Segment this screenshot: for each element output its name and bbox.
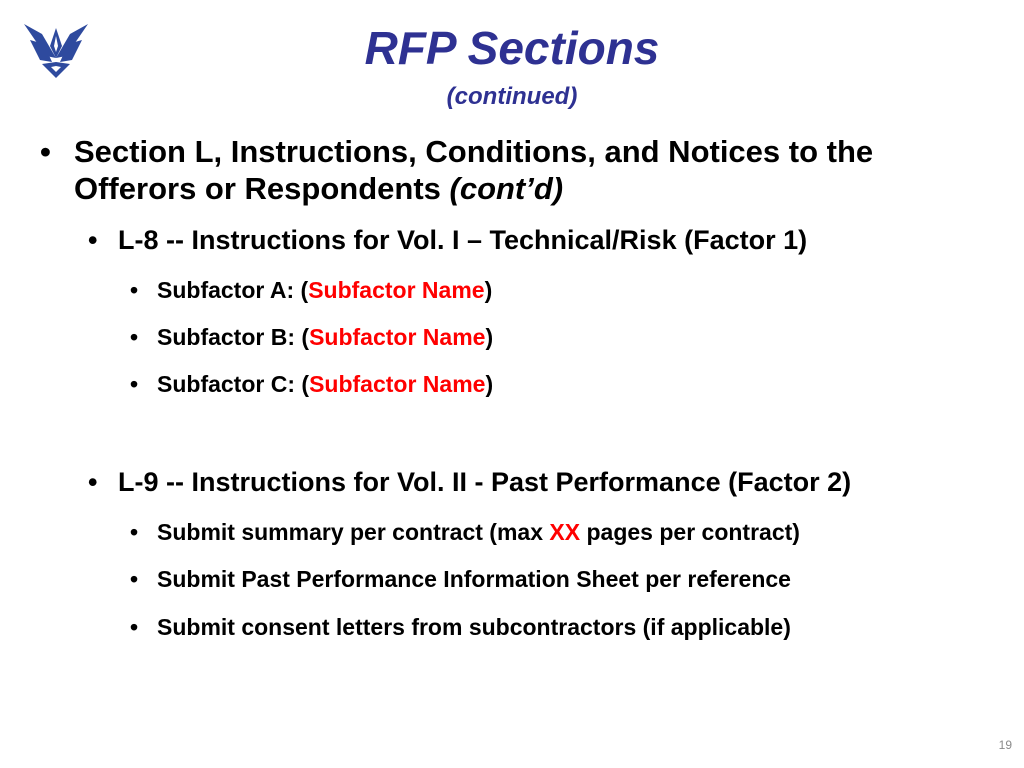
- page-number: 19: [998, 738, 1012, 752]
- l9-item-summary-highlight: XX: [549, 519, 581, 545]
- bullet-dot: •: [130, 277, 139, 303]
- subfactor-c: [157, 370, 493, 398]
- subfactor-b-name: Subfactor Name: [309, 324, 486, 350]
- bullet-dot: •: [88, 467, 98, 497]
- l9-item-summary-suffix: pages per contract): [580, 519, 800, 545]
- page-title: RFP Sections: [364, 22, 660, 74]
- bullet-dot: •: [40, 134, 51, 169]
- section-heading-line1: Section L, Instructions, Conditions, and Notices to the: [74, 134, 874, 169]
- bullet-dot: •: [88, 225, 98, 255]
- section-heading: [74, 133, 873, 170]
- l9-item-consent-letters: Submit consent letters from subcontractors (if applicable): [157, 614, 791, 640]
- subfactor-b-suffix: ): [485, 324, 494, 350]
- l9-item-summary: [157, 518, 800, 546]
- subfactor-b-prefix: Subfactor B: (: [157, 324, 310, 350]
- subfactor-c-name: Subfactor Name: [309, 371, 486, 397]
- l8-heading: L-8 -- Instructions for Vol. I – Technical/Risk (Factor 1): [118, 225, 808, 255]
- section-heading-continued: [74, 170, 563, 207]
- subfactor-c-suffix: ): [485, 371, 494, 397]
- subfactor-a-name: Subfactor Name: [308, 277, 485, 303]
- bullet-dot: •: [130, 614, 139, 640]
- bullet-dot: •: [130, 324, 139, 350]
- l9-item-info-sheet: Submit Past Performance Information Sheet per reference: [157, 566, 791, 592]
- l9-item-summary-prefix: Submit summary per contract (max: [157, 519, 550, 545]
- page-subtitle: (continued): [446, 83, 578, 110]
- subfactor-c-prefix: Subfactor C: (: [157, 371, 310, 397]
- subfactor-a: [157, 276, 492, 304]
- subfactor-a-prefix: Subfactor A: (: [157, 277, 309, 303]
- bullet-dot: •: [130, 519, 139, 545]
- subfactor-b: [157, 323, 493, 351]
- subfactor-a-suffix: ): [484, 277, 493, 303]
- bullet-dot: •: [130, 566, 139, 592]
- l9-heading: L-9 -- Instructions for Vol. II - Past Performance (Factor 2): [118, 467, 852, 497]
- section-heading-suffix: (cont’d): [449, 171, 564, 206]
- bullet-dot: •: [130, 371, 139, 397]
- section-heading-line2: Offerors or Respondents: [74, 171, 450, 206]
